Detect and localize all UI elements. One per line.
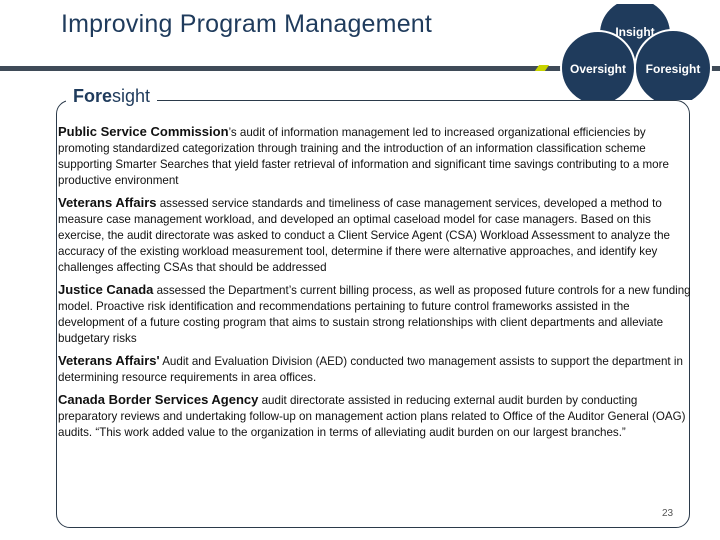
item-text: assessed service standards and timeliness of case management services, developed a method to measure case management workload, and developed an optimal caseload model for case managers. Based on this exercise, the audit directorate was asked to conduct a Client Service Agent (CSA) Workload Assessment to analyze the accuracy of the existing workload measurement tool, determine if there were alternative approaches, and identify key challenges affecting CSAs that should be addressed bbox=[58, 197, 670, 274]
list-item bbox=[58, 282, 694, 347]
panel-heading-bold: Fore bbox=[73, 86, 113, 106]
list-item bbox=[58, 124, 694, 189]
panel-heading bbox=[66, 86, 157, 107]
page-number: 23 bbox=[662, 508, 674, 519]
list-item bbox=[58, 195, 694, 276]
list-item bbox=[58, 353, 694, 386]
venn-circles bbox=[555, 4, 720, 100]
item-text: Audit and Evaluation Division (AED) conducted two management assists to support the department in determining resource requirements in area offices. bbox=[58, 355, 683, 384]
item-text: assessed the Department’s current billing process, as well as proposed future controls for a new funding model. Proactive risk identification and recommendations pertaining to future control frameworks assisted in the development of a future costing program that aims to sustain strong relationships with client departments and alleviate budgetary risks bbox=[58, 284, 691, 345]
panel-content bbox=[58, 124, 694, 447]
panel-heading-rest: sight bbox=[112, 86, 151, 106]
venn-diagram bbox=[555, 4, 720, 100]
list-item bbox=[58, 392, 694, 441]
item-org: Public Service Commission bbox=[58, 124, 229, 139]
venn-label-foresight: Foresight bbox=[645, 62, 701, 76]
venn-label-oversight: Oversight bbox=[569, 62, 627, 76]
item-org: Canada Border Services Agency bbox=[58, 392, 259, 407]
item-org: Veterans Affairs' bbox=[58, 353, 160, 368]
venn-label-insight: Insight bbox=[615, 25, 655, 39]
page-title: Improving Program Management bbox=[61, 10, 433, 38]
item-text: ’s audit of information management led to increased organizational efficiencies by promoting standardized categorization through training and the introduction of an information classification scheme supporting Smarter Searches that yield faster retrieval of information and significant time savings contributing to a more productive environment bbox=[58, 126, 669, 187]
item-org: Justice Canada bbox=[58, 282, 154, 297]
item-text: audit directorate assisted in reducing external audit burden by conducting preparatory reviews and undertaking follow-up on management action plans related to Office of the Auditor General (OAG) audits. “This work added value to the organization in terms of alleviating audit burden on our largest branches.” bbox=[58, 394, 686, 439]
item-org: Veterans Affairs bbox=[58, 195, 157, 210]
